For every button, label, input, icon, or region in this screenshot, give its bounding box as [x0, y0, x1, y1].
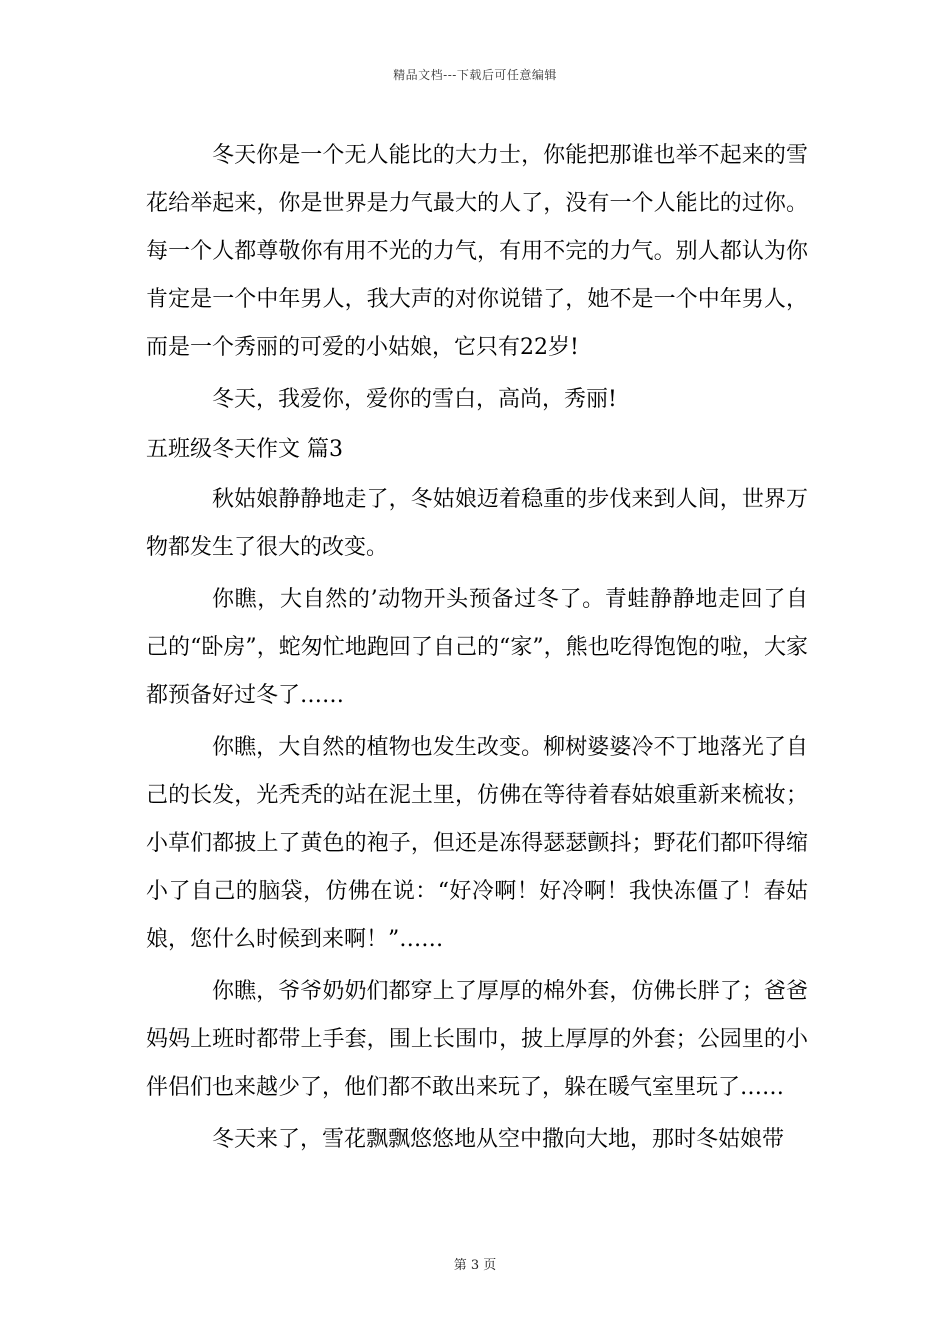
page-header: 精品文档---下载后可任意编辑 — [393, 68, 557, 82]
paragraph: 你瞧，爷爷奶奶们都穿上了厚厚的棉外套，仿佛长胖了；爸爸妈妈上班时都带上手套，围上长围巾，披上厚厚的外套；公园里的小伴侣们也来越少了，他们都不敢出来玩了，躲在暖气室里玩了…… — [146, 979, 808, 1100]
page-number: 第 3 页 — [453, 1258, 497, 1273]
section-heading: 五班级冬天作文 篇3 — [146, 437, 343, 462]
paragraph: 你瞧，大自然的植物也发生改变。柳树婆婆冷不丁地落光了自己的长发，光秃秃的站在泥土里，仿佛在等待着春姑娘重新来梳妆；小草们都披上了黄色的袍子，但还是冻得瑟瑟颤抖；野花们都吓得缩小了自己的脑袋，仿佛在说：“好冷啊！好冷啊！我快冻僵了！春姑娘，您什么时候到来啊！”…… — [146, 735, 808, 952]
document-body — [146, 132, 808, 1168]
paragraph: 冬天来了，雪花飘飘悠悠地从空中撒向大地，那时冬姑娘带 — [212, 1127, 785, 1152]
paragraph: 冬天，我爱你，爱你的雪白，高尚，秀丽! — [212, 387, 617, 412]
paragraph: 秋姑娘静静地走了，冬姑娘迈着稳重的步伐来到人间，世界万物都发生了很大的改变。 — [146, 487, 808, 560]
paragraph: 冬天你是一个无人能比的大力士，你能把那谁也举不起来的雪花给举起来，你是世界是力气最大的人了，没有一个人能比的过你。每一个人都尊敬你有用不光的力气，有用不完的力气。别人都认为你肯定是一个中年男人，我大声的对你说错了，她不是一个中年男人，而是一个秀丽的可爱的小姑娘，它只有22岁! — [146, 143, 808, 360]
paragraph: 你瞧，大自然的’动物开头预备过冬了。青蛙静静地走回了自己的“卧房”，蛇匆忙地跑回了自己的“家”，熊也吃得饱饱的啦，大家都预备好过冬了…… — [146, 587, 808, 708]
